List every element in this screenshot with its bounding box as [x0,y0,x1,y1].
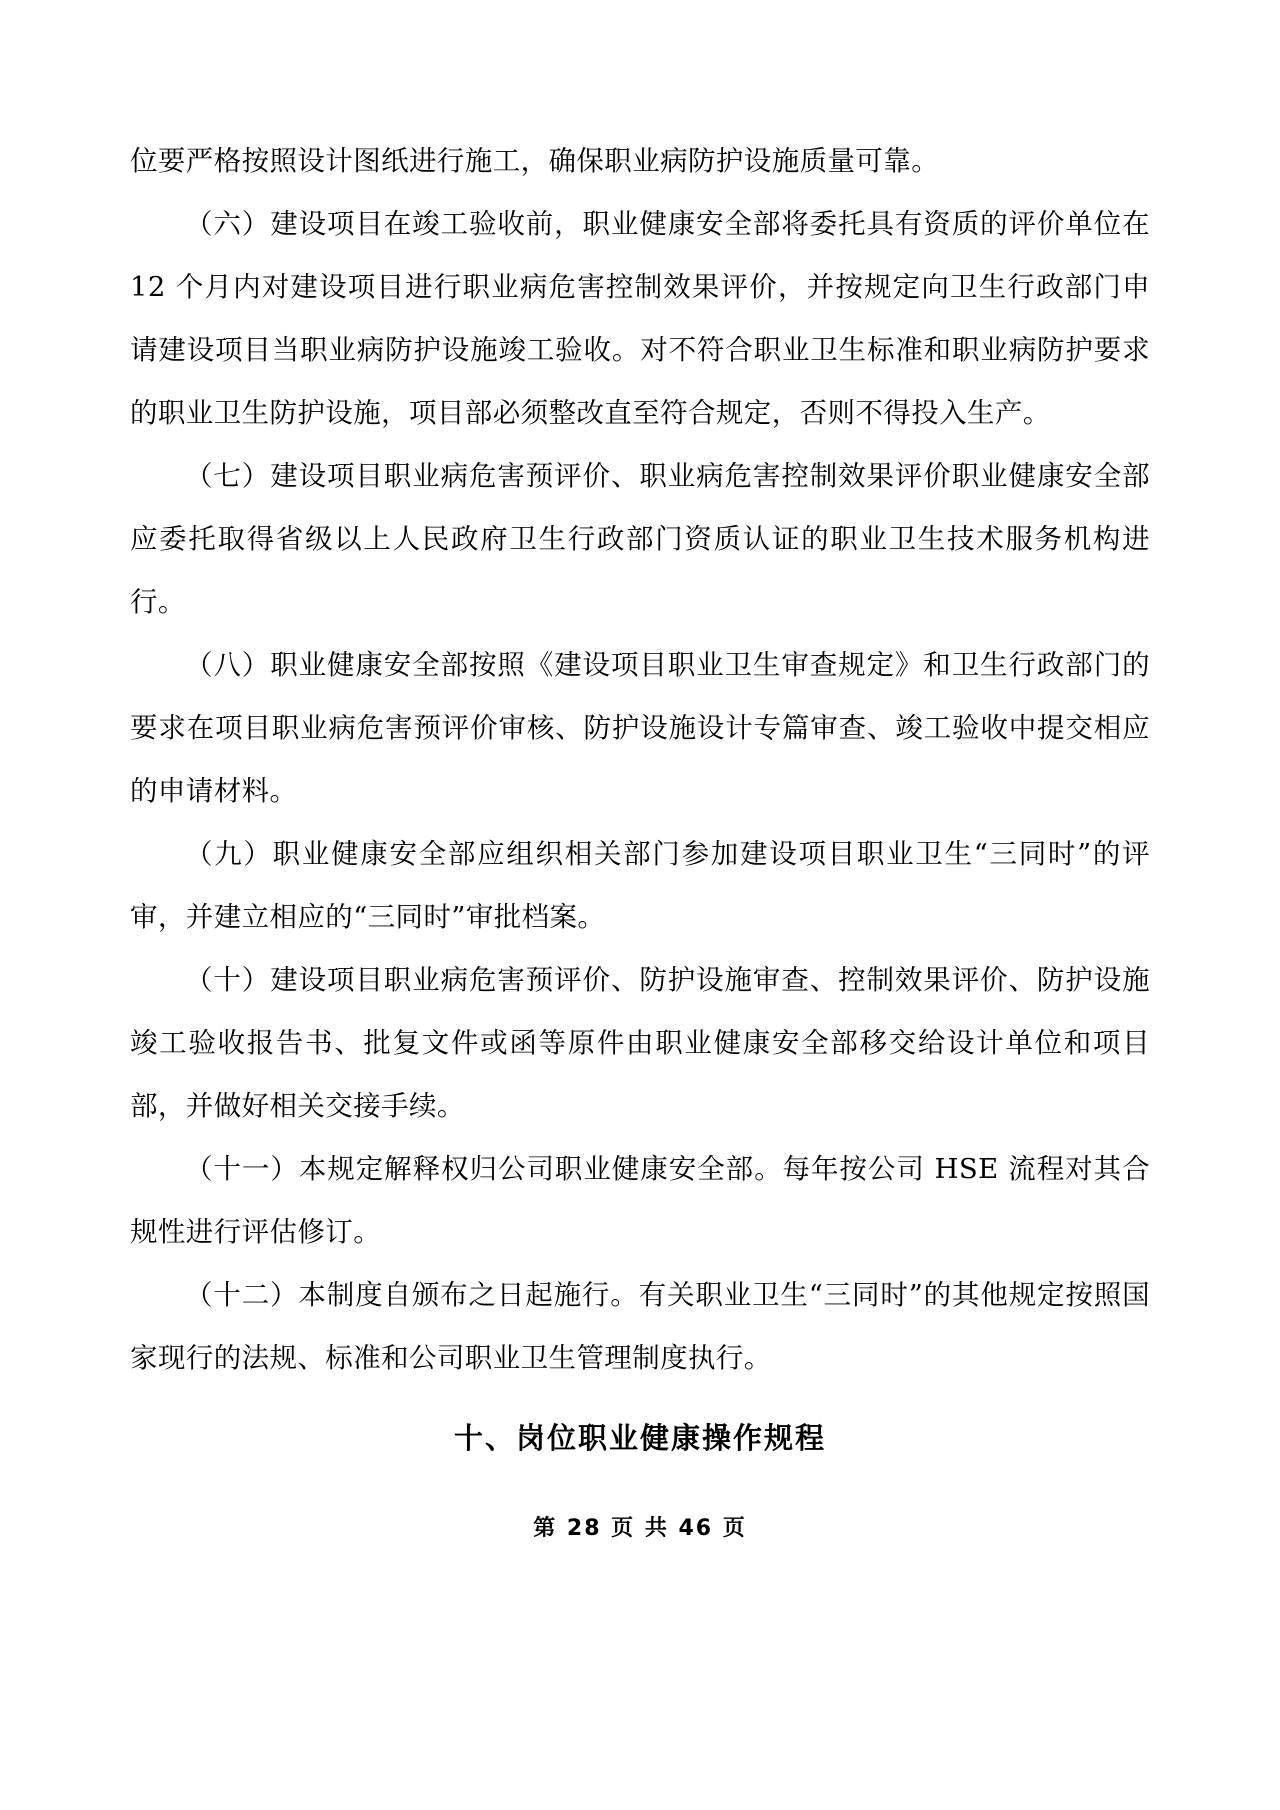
paragraph-item-eleven: （十一）本规定解释权归公司职业健康安全部。每年按公司 HSE 流程对其合规性进行评估修订。 [130,1153,1150,1248]
document-body [130,130,1150,1390]
paragraph-item-twelve: （十二）本制度自颁布之日起施行。有关职业卫生“三同时”的其他规定按照国家现行的法规、标准和公司职业卫生管理制度执行。 [130,1279,1150,1374]
paragraph-item-six: （六）建设项目在竣工验收前，职业健康安全部将委托具有资质的评价单位在 12 个月内对建设项目进行职业病危害控制效果评价，并按规定向卫生行政部门申请建设项目当职业病防护设施竣工验收。对不符合职业卫生标准和职业病防护要求的职业卫生防护设施，项目部必须整改直至符合规定，否则不得投入生产。 [130,208,1150,429]
paragraph-item-nine: （九）职业健康安全部应组织相关部门参加建设项目职业卫生“三同时”的评审，并建立相应的“三同时”审批档案。 [130,838,1150,933]
section-heading: 十、岗位职业健康操作规程 [453,1421,826,1455]
paragraph-item-eight: （八）职业健康安全部按照《建设项目职业卫生审查规定》和卫生行政部门的要求在项目职业病危害预评价审核、防护设施设计专篇审查、竣工验收中提交相应的申请材料。 [130,649,1150,807]
paragraph-item-ten: （十）建设项目职业病危害预评价、防护设施审查、控制效果评价、防护设施竣工验收报告书、批复文件或函等原件由职业健康安全部移交给设计单位和项目部，并做好相关交接手续。 [130,964,1150,1122]
page-footer: 第 28 页 共 46 页 [533,1516,747,1541]
paragraph-continuation: 位要严格按照设计图纸进行施工，确保职业病防护设施质量可靠。 [130,145,940,177]
paragraph-item-seven: （七）建设项目职业病危害预评价、职业病危害控制效果评价职业健康安全部应委托取得省级以上人民政府卫生行政部门资质认证的职业卫生技术服务机构进行。 [130,460,1150,618]
